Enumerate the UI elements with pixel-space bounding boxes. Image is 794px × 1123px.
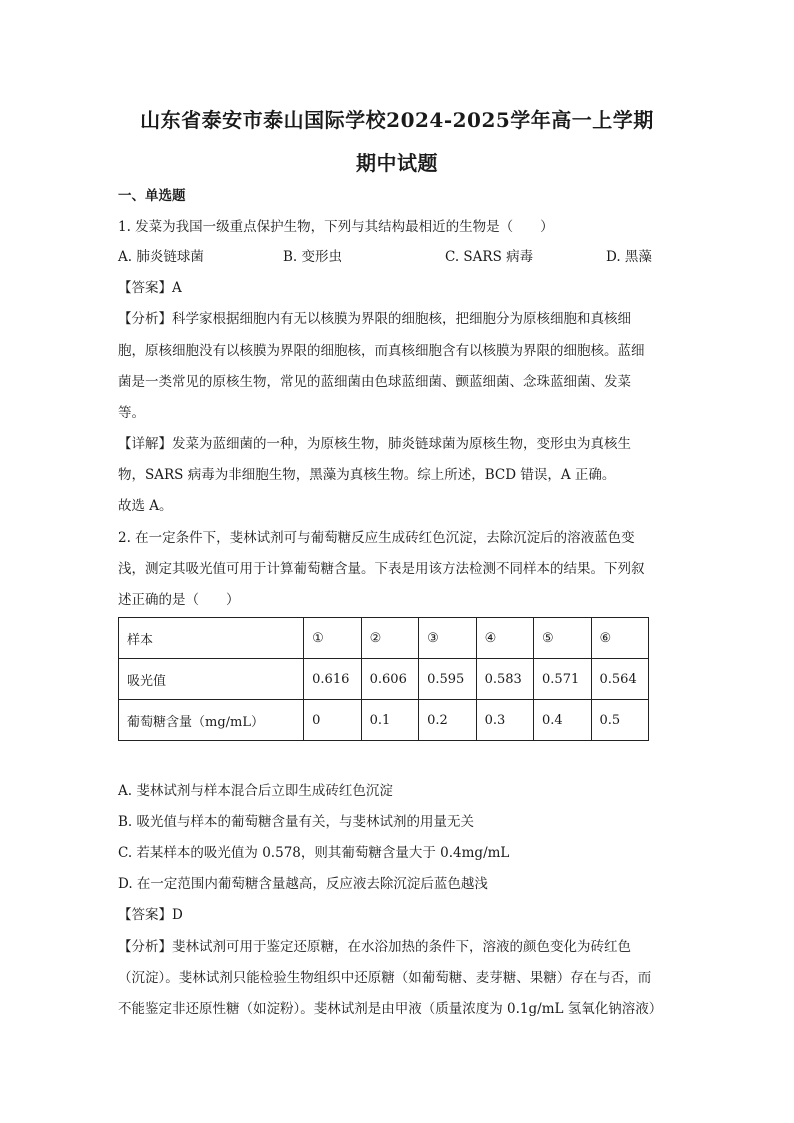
table-cell: ③ bbox=[419, 618, 476, 659]
table-row bbox=[119, 618, 649, 659]
q1-option-c: C. SARS 病毒 bbox=[445, 249, 534, 265]
q2-analysis-line: （沉淀）。斐林试剂只能检验生物组织中还原糖（如葡萄糖、麦芽糖、果糖）存在与否，而 bbox=[118, 970, 652, 986]
q2-option-d: D. 在一定范围内葡萄糖含量越高，反应液去除沉淀后蓝色越浅 bbox=[118, 876, 488, 892]
table-cell: 0.2 bbox=[419, 700, 476, 741]
table-cell: 0.564 bbox=[591, 659, 649, 700]
table-cell: 0.571 bbox=[534, 659, 591, 700]
table-cell: 0.583 bbox=[476, 659, 533, 700]
q2-stem-line: 述正确的是（ ） bbox=[118, 592, 240, 608]
q1-option-d: D. 黑藻 bbox=[606, 249, 652, 265]
q2-analysis-line: 不能鉴定非还原性糖（如淀粉）。斐林试剂是由甲液（质量浓度为 0.1g/mL 氢氧化钠溶液） bbox=[118, 1001, 663, 1017]
q1-detail-line: 【详解】发菜为蓝细菌的一种，为原核生物，肺炎链球菌为原核生物，变形虫为真核生 bbox=[118, 436, 631, 452]
q2-stem-line: 2. 在一定条件下，斐林试剂可与葡萄糖反应生成砖红色沉淀，去除沉淀后的溶液蓝色变 bbox=[118, 530, 635, 546]
table-cell: 吸光值 bbox=[119, 659, 304, 700]
table-cell: 葡萄糖含量（mg/mL） bbox=[119, 700, 304, 741]
q1-option-b: B. 变形虫 bbox=[283, 249, 343, 265]
table-cell: 0.595 bbox=[419, 659, 476, 700]
table-cell: 0.5 bbox=[591, 700, 649, 741]
table-row bbox=[119, 700, 649, 741]
table-cell: 0.4 bbox=[534, 700, 591, 741]
q1-analysis-line: 胞，原核细胞没有以核膜为界限的细胞核，而真核细胞含有以核膜为界限的细胞核。蓝细 bbox=[118, 343, 645, 359]
q2-answer: 【答案】D bbox=[118, 907, 183, 923]
table-cell: 0.606 bbox=[361, 659, 418, 700]
q2-option-b: B. 吸光值与样本的葡萄糖含量有关，与斐林试剂的用量无关 bbox=[118, 814, 475, 830]
table-cell: ① bbox=[304, 618, 361, 659]
table-cell: ② bbox=[361, 618, 418, 659]
section-heading: 一、单选题 bbox=[118, 188, 186, 204]
q1-detail-line: 物，SARS 病毒为非细胞生物，黑藻为真核生物。综上所述，BCD 错误，A 正确。 bbox=[118, 467, 616, 483]
q1-answer: 【答案】A bbox=[118, 280, 182, 296]
table-cell: ⑤ bbox=[534, 618, 591, 659]
q1-analysis-line: 菌是一类常见的原核生物，常见的蓝细菌由色球蓝细菌、颤蓝细菌、念珠蓝细菌、发菜 bbox=[118, 374, 631, 390]
q1-analysis-line: 等。 bbox=[118, 405, 145, 421]
table-cell: 样本 bbox=[119, 618, 304, 659]
result-table bbox=[118, 617, 649, 741]
q1-analysis-line: 【分析】科学家根据细胞内有无以核膜为界限的细胞核，把细胞分为原核细胞和真核细 bbox=[118, 311, 631, 327]
document-title-line2: 期中试题 bbox=[356, 151, 438, 175]
table-row bbox=[119, 659, 649, 700]
table-cell: 0.1 bbox=[361, 700, 418, 741]
table-cell: 0 bbox=[304, 700, 361, 741]
q2-option-c: C. 若某样本的吸光值为 0.578，则其葡萄糖含量大于 0.4mg/mL bbox=[118, 845, 510, 861]
q2-option-a: A. 斐林试剂与样本混合后立即生成砖红色沉淀 bbox=[118, 783, 393, 799]
q1-conclusion: 故选 A。 bbox=[118, 498, 173, 514]
table-cell: ⑥ bbox=[591, 618, 649, 659]
q2-stem-line: 浅，测定其吸光值可用于计算葡萄糖含量。下表是用该方法检测不同样本的结果。下列叙 bbox=[118, 561, 645, 577]
document-title-line1: 山东省泰安市泰山国际学校2024-2025学年高一上学期 bbox=[140, 108, 654, 132]
table-cell: ④ bbox=[476, 618, 533, 659]
table-cell: 0.3 bbox=[476, 700, 533, 741]
q2-analysis-line: 【分析】斐林试剂可用于鉴定还原糖，在水浴加热的条件下，溶液的颜色变化为砖红色 bbox=[118, 939, 631, 955]
q1-stem: 1. 发菜为我国一级重点保护生物，下列与其结构最相近的生物是（ ） bbox=[118, 219, 554, 235]
table-cell: 0.616 bbox=[304, 659, 361, 700]
q1-option-a: A. 肺炎链球菌 bbox=[118, 249, 204, 265]
